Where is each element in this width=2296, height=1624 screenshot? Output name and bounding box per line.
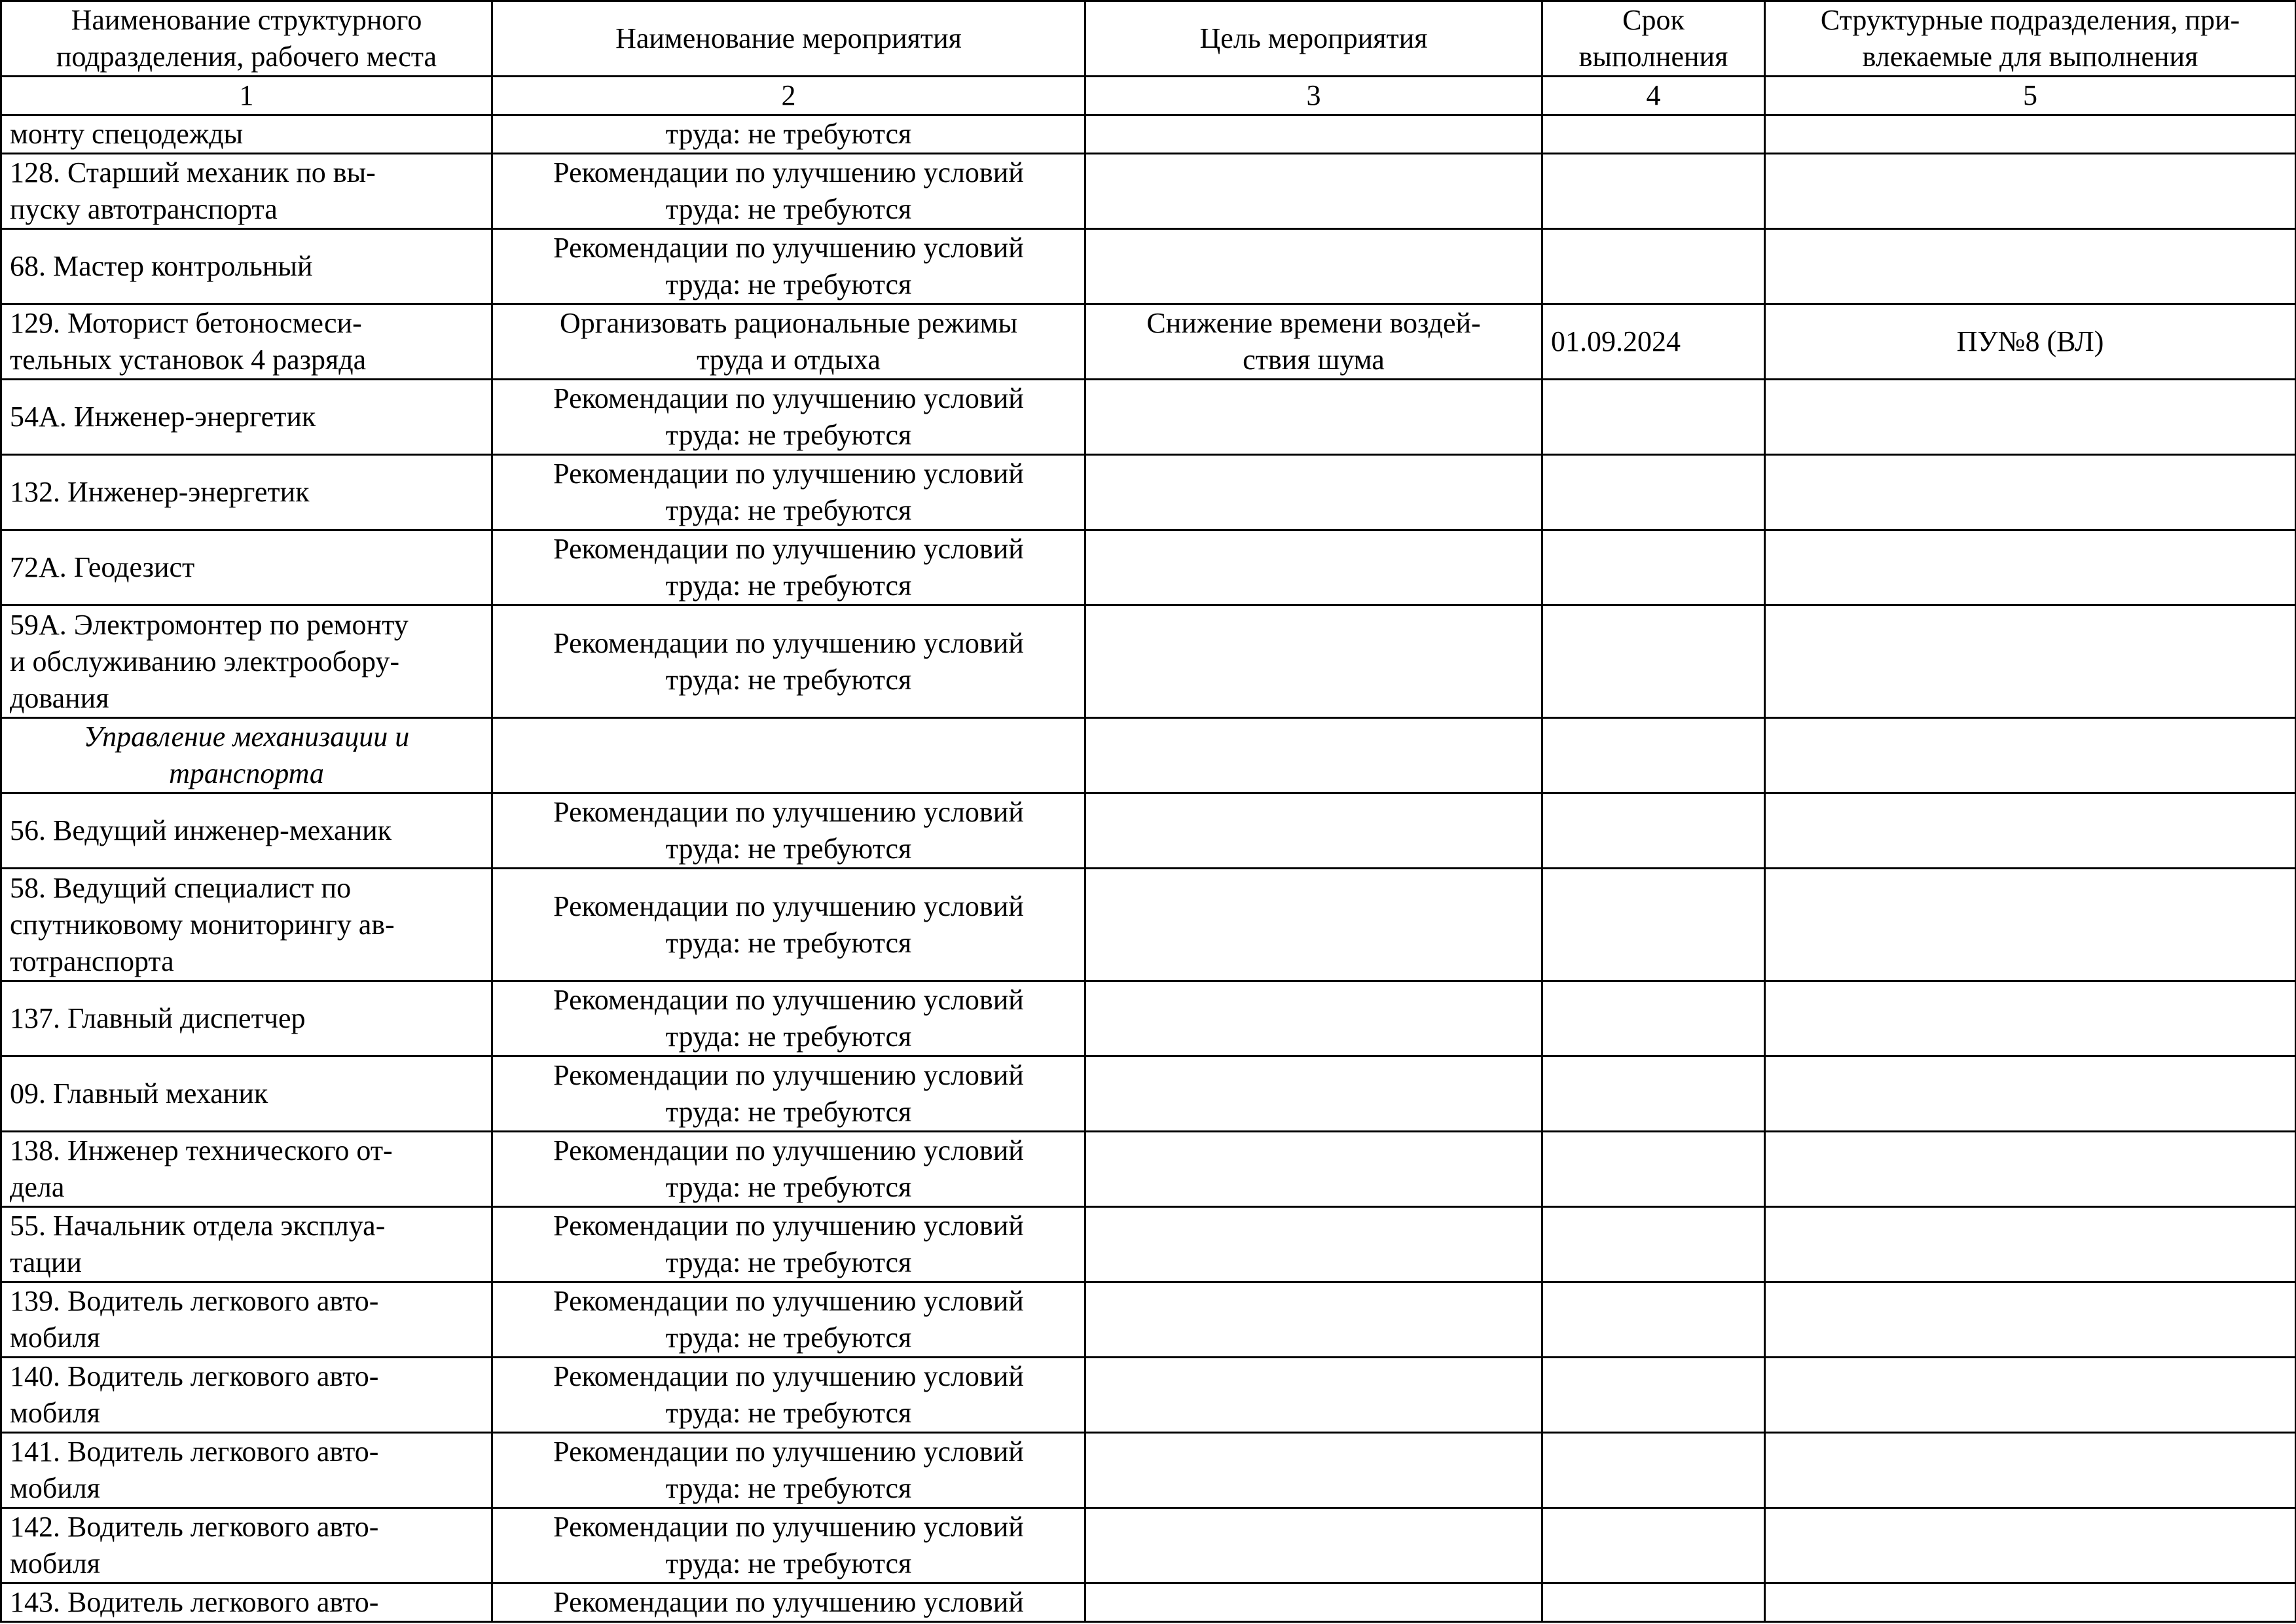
workplace-name <box>1 530 492 605</box>
workplace-name <box>1 380 492 455</box>
workplace-name-line: мобиля <box>10 1547 100 1579</box>
deadline <box>1542 1132 1765 1207</box>
workplace-name-line: 56. Ведущий инженер-механик <box>10 814 392 846</box>
section-row <box>1 718 2296 793</box>
workplace-name <box>1 869 492 981</box>
deadline <box>1542 981 1765 1056</box>
measure-name-line: труда: не требуются <box>665 193 912 225</box>
table-row <box>1 1583 2296 1622</box>
measure-name <box>492 793 1085 869</box>
involved-unit <box>1765 605 2296 718</box>
involved-unit <box>1765 115 2296 154</box>
workplace-name-line: спутниковому мониторингу ав- <box>10 908 395 941</box>
workplace-name <box>1 1583 492 1622</box>
deadline <box>1542 605 1765 718</box>
involved-unit <box>1765 380 2296 455</box>
workplace-name-line: монту спецодежды <box>10 118 244 150</box>
workplace-name-line: 54А. Инженер-энергетик <box>10 401 316 433</box>
workplace-name-line: 141. Водитель легкового авто- <box>10 1435 379 1468</box>
table-row <box>1 1132 2296 1207</box>
measure-name-line: Рекомендации по улучшению условий <box>553 458 1024 490</box>
measure-name-line: Организовать рациональные режимы <box>559 307 1018 339</box>
header-line: Цель мероприятия <box>1199 22 1428 54</box>
measure-goal <box>1085 1433 1542 1508</box>
workplace-name-line: мобиля <box>10 1322 100 1354</box>
involved-unit: ПУ№8 (ВЛ) <box>1765 304 2296 380</box>
involved-unit <box>1765 1207 2296 1282</box>
workplace-name-line: дования <box>10 681 109 714</box>
table-row <box>1 793 2296 869</box>
workplace-name <box>1 1056 492 1132</box>
measure-name <box>492 154 1085 229</box>
empty-cell <box>1542 718 1765 793</box>
measure-name-line: труда: не требуются <box>665 118 912 150</box>
header-line: Структурные подразделения, при- <box>1820 4 2240 36</box>
measure-goal <box>1085 1508 1542 1583</box>
measure-name-line: Рекомендации по улучшению условий <box>553 156 1024 189</box>
workplace-name-line: 55. Начальник отдела эксплуа- <box>10 1210 386 1242</box>
deadline <box>1542 1207 1765 1282</box>
measure-name <box>492 605 1085 718</box>
table-row <box>1 1358 2296 1433</box>
section-title-line: Управление механизации и <box>83 721 410 753</box>
measure-name <box>492 455 1085 530</box>
measure-name <box>492 1132 1085 1207</box>
deadline <box>1542 530 1765 605</box>
measure-name-line: труда: не требуются <box>665 1397 912 1429</box>
deadline: 01.09.2024 <box>1542 304 1765 380</box>
measure-name <box>492 229 1085 304</box>
workplace-name-line: 09. Главный механик <box>10 1077 268 1110</box>
deadline <box>1542 1508 1765 1583</box>
workplace-name-line: и обслуживанию электрообору- <box>10 645 400 677</box>
workplace-name-line: 128. Старший механик по вы- <box>10 156 376 189</box>
table-row <box>1 869 2296 981</box>
involved-unit <box>1765 530 2296 605</box>
measure-name-line: Рекомендации по улучшению условий <box>553 984 1024 1016</box>
header-line: Наименование структурного <box>71 4 422 36</box>
workplace-name-line: мобиля <box>10 1397 100 1429</box>
workplace-name <box>1 1358 492 1433</box>
table-row <box>1 1207 2296 1282</box>
workplace-name <box>1 304 492 380</box>
measure-goal <box>1085 1358 1542 1433</box>
involved-unit <box>1765 869 2296 981</box>
header-line: Наименование мероприятия <box>615 22 962 54</box>
workplace-name <box>1 1433 492 1508</box>
involved-unit <box>1765 154 2296 229</box>
workplace-name-line: 72А. Геодезист <box>10 551 195 583</box>
workplace-name-line: тотранспорта <box>10 945 174 977</box>
column-number: 3 <box>1085 77 1542 115</box>
workplace-name-line: дела <box>10 1171 65 1203</box>
header-unit-name <box>1 1 492 77</box>
measure-name <box>492 981 1085 1056</box>
column-number: 4 <box>1542 77 1765 115</box>
measure-goal <box>1085 154 1542 229</box>
measure-name-line: труда: не требуются <box>665 833 912 865</box>
measure-name-line: труда: не требуются <box>665 1472 912 1504</box>
deadline <box>1542 869 1765 981</box>
workplace-name <box>1 1282 492 1358</box>
table-row <box>1 1508 2296 1583</box>
workplace-name-line: 129. Моторист бетоносмеси- <box>10 307 362 339</box>
measure-name-line: Рекомендации по улучшению условий <box>553 1586 1024 1618</box>
table-row <box>1 304 2296 380</box>
workplace-name <box>1 981 492 1056</box>
workplace-name <box>1 115 492 154</box>
workplace-name <box>1 1207 492 1282</box>
measure-name-line: Рекомендации по улучшению условий <box>553 382 1024 414</box>
table-row <box>1 380 2296 455</box>
measure-name-line: труда: не требуются <box>665 1246 912 1278</box>
deadline <box>1542 455 1765 530</box>
measure-goal <box>1085 304 1542 380</box>
measure-name-line: Рекомендации по улучшению условий <box>553 626 1024 659</box>
measure-name <box>492 115 1085 154</box>
measure-name-line: Рекомендации по улучшению условий <box>553 1360 1024 1392</box>
measure-name <box>492 380 1085 455</box>
workplace-name-line: 143. Водитель легкового авто- <box>10 1586 379 1618</box>
table-row <box>1 530 2296 605</box>
column-number: 5 <box>1765 77 2296 115</box>
measure-name-line: Рекомендации по улучшению условий <box>553 796 1024 828</box>
involved-unit <box>1765 455 2296 530</box>
involved-unit <box>1765 1282 2296 1358</box>
empty-cell <box>492 718 1085 793</box>
column-number: 1 <box>1 77 492 115</box>
deadline <box>1542 1358 1765 1433</box>
measure-goal <box>1085 455 1542 530</box>
involved-unit <box>1765 981 2296 1056</box>
empty-cell <box>1085 718 1542 793</box>
deadline <box>1542 793 1765 869</box>
measure-name-line: Рекомендации по улучшению условий <box>553 1134 1024 1166</box>
measure-name-line: Рекомендации по улучшению условий <box>553 533 1024 565</box>
column-number: 2 <box>492 77 1085 115</box>
measure-name <box>492 869 1085 981</box>
deadline <box>1542 1056 1765 1132</box>
measure-name-line: труда: не требуются <box>665 494 912 526</box>
measure-goal <box>1085 605 1542 718</box>
table-row <box>1 229 2296 304</box>
measure-name <box>492 1207 1085 1282</box>
measure-name-line: труда: не требуются <box>665 419 912 451</box>
measure-goal <box>1085 869 1542 981</box>
deadline <box>1542 1433 1765 1508</box>
measure-name <box>492 304 1085 380</box>
measure-name-line: труда: не требуются <box>665 268 912 300</box>
measure-name-line: Рекомендации по улучшению условий <box>553 1059 1024 1091</box>
table-row <box>1 1056 2296 1132</box>
workplace-name-line: тельных установок 4 разряда <box>10 344 367 376</box>
workplace-name-line: мобиля <box>10 1472 100 1504</box>
deadline <box>1542 1583 1765 1622</box>
measure-name <box>492 1433 1085 1508</box>
measure-name-line: труда и отдыха <box>697 344 881 376</box>
workplace-name-line: 139. Водитель легкового авто- <box>10 1285 379 1317</box>
measure-goal <box>1085 380 1542 455</box>
measure-goal <box>1085 1282 1542 1358</box>
measure-name-line: Рекомендации по улучшению условий <box>553 1511 1024 1543</box>
workplace-name <box>1 229 492 304</box>
involved-unit <box>1765 1358 2296 1433</box>
empty-cell <box>1765 718 2296 793</box>
measure-name <box>492 1358 1085 1433</box>
involved-unit <box>1765 1132 2296 1207</box>
deadline <box>1542 154 1765 229</box>
measure-name <box>492 1056 1085 1132</box>
measure-goal <box>1085 530 1542 605</box>
header-deadline <box>1542 1 1765 77</box>
workplace-name <box>1 605 492 718</box>
column-number-row <box>1 77 2296 115</box>
workplace-name <box>1 1508 492 1583</box>
workplace-name-line: 142. Водитель легкового авто- <box>10 1511 379 1543</box>
table-row <box>1 605 2296 718</box>
measure-name-line: труда: не требуются <box>665 1547 912 1579</box>
deadline <box>1542 115 1765 154</box>
workplace-name-line: 58. Ведущий специалист по <box>10 871 352 904</box>
workplace-name <box>1 154 492 229</box>
measure-name-line: труда: не требуются <box>665 1322 912 1354</box>
header-line: выполнения <box>1578 41 1728 73</box>
workplace-name-line: 132. Инженер-энергетик <box>10 476 310 508</box>
workplace-name-line: пуску автотранспорта <box>10 193 278 225</box>
table-row <box>1 115 2296 154</box>
measure-name-line: Рекомендации по улучшению условий <box>553 232 1024 264</box>
measure-goal <box>1085 1583 1542 1622</box>
deadline <box>1542 380 1765 455</box>
workplace-name-line: 140. Водитель легкового авто- <box>10 1360 379 1392</box>
measure-name <box>492 1583 1085 1622</box>
measure-goal <box>1085 1207 1542 1282</box>
measure-goal <box>1085 981 1542 1056</box>
header-measure-goal <box>1085 1 1542 77</box>
measure-goal <box>1085 1056 1542 1132</box>
measure-name-line: труда: не требуются <box>665 1020 912 1053</box>
workplace-name <box>1 455 492 530</box>
workplace-name-line: 137. Главный диспетчер <box>10 1002 306 1034</box>
measure-name <box>492 1282 1085 1358</box>
deadline <box>1542 1282 1765 1358</box>
table-row <box>1 154 2296 229</box>
involved-unit <box>1765 1508 2296 1583</box>
header-row <box>1 1 2296 77</box>
table-row <box>1 1282 2296 1358</box>
involved-unit <box>1765 793 2296 869</box>
measure-name-line: Рекомендации по улучшению условий <box>553 1285 1024 1317</box>
measure-name-line: Рекомендации по улучшению условий <box>553 1435 1024 1468</box>
measure-name-line: труда: не требуются <box>665 1096 912 1128</box>
table-body <box>1 115 2296 1622</box>
measure-goal-line: ствия шума <box>1243 344 1385 376</box>
table-row <box>1 1433 2296 1508</box>
header-involved-units <box>1765 1 2296 77</box>
header-line: Срок <box>1622 4 1685 36</box>
measure-name-line: труда: не требуются <box>665 926 912 959</box>
table-row <box>1 981 2296 1056</box>
header-line: подразделения, рабочего места <box>56 41 437 73</box>
involved-unit <box>1765 229 2296 304</box>
workplace-name-line: 138. Инженер технического от- <box>10 1134 393 1166</box>
measure-goal <box>1085 229 1542 304</box>
deadline <box>1542 229 1765 304</box>
measure-name-line: Рекомендации по улучшению условий <box>553 1210 1024 1242</box>
workplace-name <box>1 793 492 869</box>
involved-unit <box>1765 1056 2296 1132</box>
measure-goal <box>1085 793 1542 869</box>
involved-unit <box>1765 1433 2296 1508</box>
measure-name-line: Рекомендации по улучшению условий <box>553 890 1024 922</box>
header-measure-name <box>492 1 1085 77</box>
measure-goal <box>1085 1132 1542 1207</box>
section-title-line: транспорта <box>169 757 324 789</box>
measure-goal <box>1085 115 1542 154</box>
workplace-name-line: 68. Мастер контрольный <box>10 250 313 282</box>
section-title <box>1 718 492 793</box>
measure-name <box>492 530 1085 605</box>
workplace-name-line: тации <box>10 1246 82 1278</box>
header-line: влекаемые для выполнения <box>1862 41 2198 73</box>
workplace-name <box>1 1132 492 1207</box>
measure-name-line: труда: не требуются <box>665 1171 912 1203</box>
measure-name <box>492 1508 1085 1583</box>
table-row <box>1 455 2296 530</box>
involved-unit <box>1765 1583 2296 1622</box>
workplace-name-line: 59А. Электромонтер по ремонту <box>10 608 409 641</box>
measure-name-line: труда: не требуются <box>665 569 912 602</box>
measure-goal-line: Снижение времени воздей- <box>1146 307 1481 339</box>
measure-name-line: труда: не требуются <box>665 663 912 696</box>
